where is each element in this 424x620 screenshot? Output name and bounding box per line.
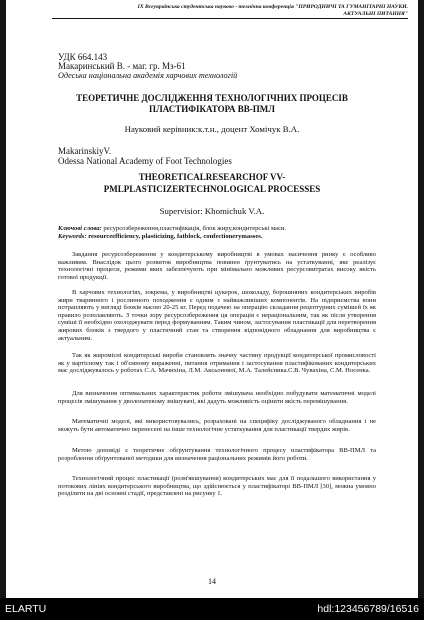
udk-code: УДК 664.143 [58,52,108,62]
author-ua: Макаринський В. - маг. гр. Мз-61 [58,61,186,71]
title-en-line-1: THEORETICALRESEARCHOF VV- [138,172,286,182]
keywords-ua-text: ресурсозбереження,пластифікація, блок жиру,кондитерські маси. [101,225,287,232]
paragraph-7: Технологічний процес пластикації (розм'якшування) кондитерських мас для її подальшого використання у потокових лініях кондитерського виробництва, що здійснюється у пластифікаторі ВВ-ПМЛ [30], можна умовно розділити на дві основні стадії, представлені на рисунку 1. [58,475,376,498]
keywords-ua [58,225,286,232]
title-ua-line-1: ТЕОРЕТИЧНЕ ДОСЛІДЖЕННЯ ТЕХНОЛОГІЧНИХ ПРОЦЕСІВ [76,93,348,103]
conference-header-line-2: АКТУАЛЬНІ ПИТАННЯ" [343,10,408,17]
repository-name: ELARTU [5,603,47,615]
title-en-line-2: PMLPLASTICIZERTECHNOLOGICAL PROCESSES [103,184,321,194]
supervisor-en: Supervisior: Khomichuk V.A. [159,206,265,216]
keywords-en [58,233,263,240]
conference-header [52,4,408,19]
paragraph-4: Для визначення оптимальних характеристик роботи змішувача необхідно побудувати математичні моделі процесів змішування у дволопатевому змішувачі, які дадуть можливість оцінити якість перемішування. [58,390,376,405]
supervisor-ua: Науковий керівник:к.т.н., доцент Хомічук В.А. [124,124,300,134]
author-en: MakarinskiyV. [58,146,112,156]
title-ua-line-2: ПЛАСТИФІКАТОРА ВВ-ПМЛ [149,104,275,114]
handle-identifier[interactable]: hdl:123456789/16516 [317,603,419,615]
affiliation-en: Odessa National Academy of Foot Technologies [58,156,232,166]
repository-footer-bar [0,598,424,620]
keywords-en-text: resourceefficiency, plasticizing, fatblock, confectionerymasses. [86,233,263,240]
paragraph-6: Метою доповіді є теоретичне обґрунтування технологічного процесу пластифікатора ВВ-ПМЛ та розроблення обґрунтованої методики для визначення раціональних режимів його роботи. [58,447,376,462]
page-number: 14 [208,577,216,586]
keywords-en-label: Keywords: [58,233,87,240]
paragraph-5: Математичні моделі, які використовувались, розраховані на специфіку досліджуваного обладнання і не можуть бути автоматично перенесені на інше технологічне устаткування для пластикації твердих жирів. [58,418,376,433]
conference-header-line-1: IX Всеукраїнська студентська науково - технічна конференція "ПРИРОДНИЧІ ТА ГУМАНІТАРНІ НАУКИ. [137,4,408,10]
affiliation-ua: Одеська національна академія харчових технологій [58,71,238,80]
paragraph-1: Завдання ресурсозбереження у кондитерському виробництві в умовах насичення ринку є особливо важливим. Внаслідок цього розвиток виробництва повинен ґрунтуватись на устаткуванні, яке реалізує технологічні процеси, режими яких забезпечують при мінімально можливих ресурсовитратах високу якість готової продукції. [58,251,376,281]
document-page [6,0,418,598]
paragraph-3: Так як жиромісні кондитерські вироби становлять значну частину продукції кондитерської промисловості як у вартісному так і об'ємному вираженні, питання отримання і застосування пластифікованих кондитерських мас досліджувалось у роботах С.А. Мачихіна, Л.М. Аксьонової, М.А. Талейсника.С.В. Чувахіна, С.М. Носенка. [58,352,376,375]
keywords-ua-label: Ключові слова: [58,225,102,232]
paragraph-2: В харчових технологіях, зокрема, у виробництві цукерок, шоколаду, борошняних кондитерських виробів жири тваринного і рослинного походження є одним з найважливіших компонентів. На підприємства вони потрапляють у вигляді блоків масою 20-25 кг. Перед подачею на операцію складання рецептурних сумішей їх як правило розплавляють. З точки зору ресурсозбереження ця операція є нераціональним, так як після утворення суміші її необхідно охолоджувати перед формуванням. Таким чином, застосування пластикації для перетворення жирових блоків з твердого у пластичний стан та створення відповідного обладнання для виробництва є актуальним. [58,289,376,342]
